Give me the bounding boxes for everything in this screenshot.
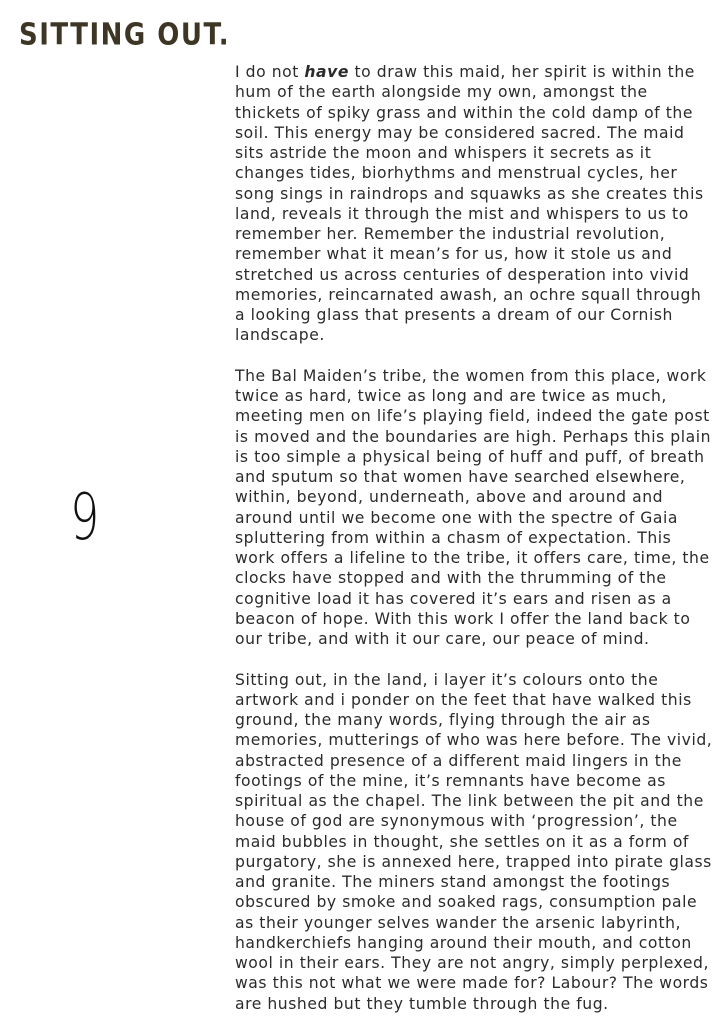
paragraph-1-start: I do not [235,63,305,81]
emphasized-word: have [304,63,349,81]
page-title: SITTING OUT. [19,18,231,53]
page-number: 9 [70,481,100,555]
paragraph-2: The Bal Maiden’s tribe, the women from this place, work twice as hard, twice as long and are twice as much, meeting men on life’s playing field, indeed the gate post is moved and the boundaries are high. Perhaps this plain is too simple a physical being of huff and puff, of breath and sputum so that women have searched elsewhere, within, beyond, underneath, above and around and around until we become one with the spectre of Gaia spluttering from within a chasm of expectation. This work offers a lifeline to the tribe, it offers care, time, the clocks have stopped and with the thrumming of the cognitive load it has covered it’s ears and risen as a beacon of hope. With this work I offer the land back to our tribe, and with it our care, our peace of mind. [235,366,712,648]
paragraph-3: Sitting out, in the land, i layer it’s colours onto the artwork and i ponder on the feet that have walked this ground, the many words, flying through the air as memories, mutterings of who was here before. The vivid, abstracted presence of a different maid lingers in the footings of the mine, it’s remnants have become as spiritual as the chapel. The link between the pit and the house of god are synonymous with ‘progression’, the maid bubbles in thought, she settles on it as a form of purgatory, she is annexed here, trapped into pirate glass and granite. The miners stand amongst the footings obscured by smoke and soaked rags, consumption pale as their younger selves wander the arsenic labyrinth, handkerchiefs hanging around their mouth, and cotton wool in their ears. They are not angry, simply perplexed, was this not what we were made for? Labour? The words are hushed but they tumble through the fug. [235,670,713,1013]
paragraph-1-rest: to draw this maid, her spirit is within the hum of the earth alongside my own, amongst the thickets of spiky grass and within the cold damp of the soil. This energy may be considered sacred. The maid sits astride the moon and whispers it secrets as it changes tides, biorhythms and menstrual cycles, her song sings in raindrops and squawks as she creates this land, reveals it through the mist and whispers to us to remember her. Remember the industrial revolution, remember what it mean’s for us, how it stole us and stretched us across centuries of desperation into vivid memories, reincarnated awash, an ochre squall through a looking glass that presents a dream of our Cornish landscape. [235,63,704,345]
body-text [235,62,723,1034]
paragraph-1 [235,62,723,346]
